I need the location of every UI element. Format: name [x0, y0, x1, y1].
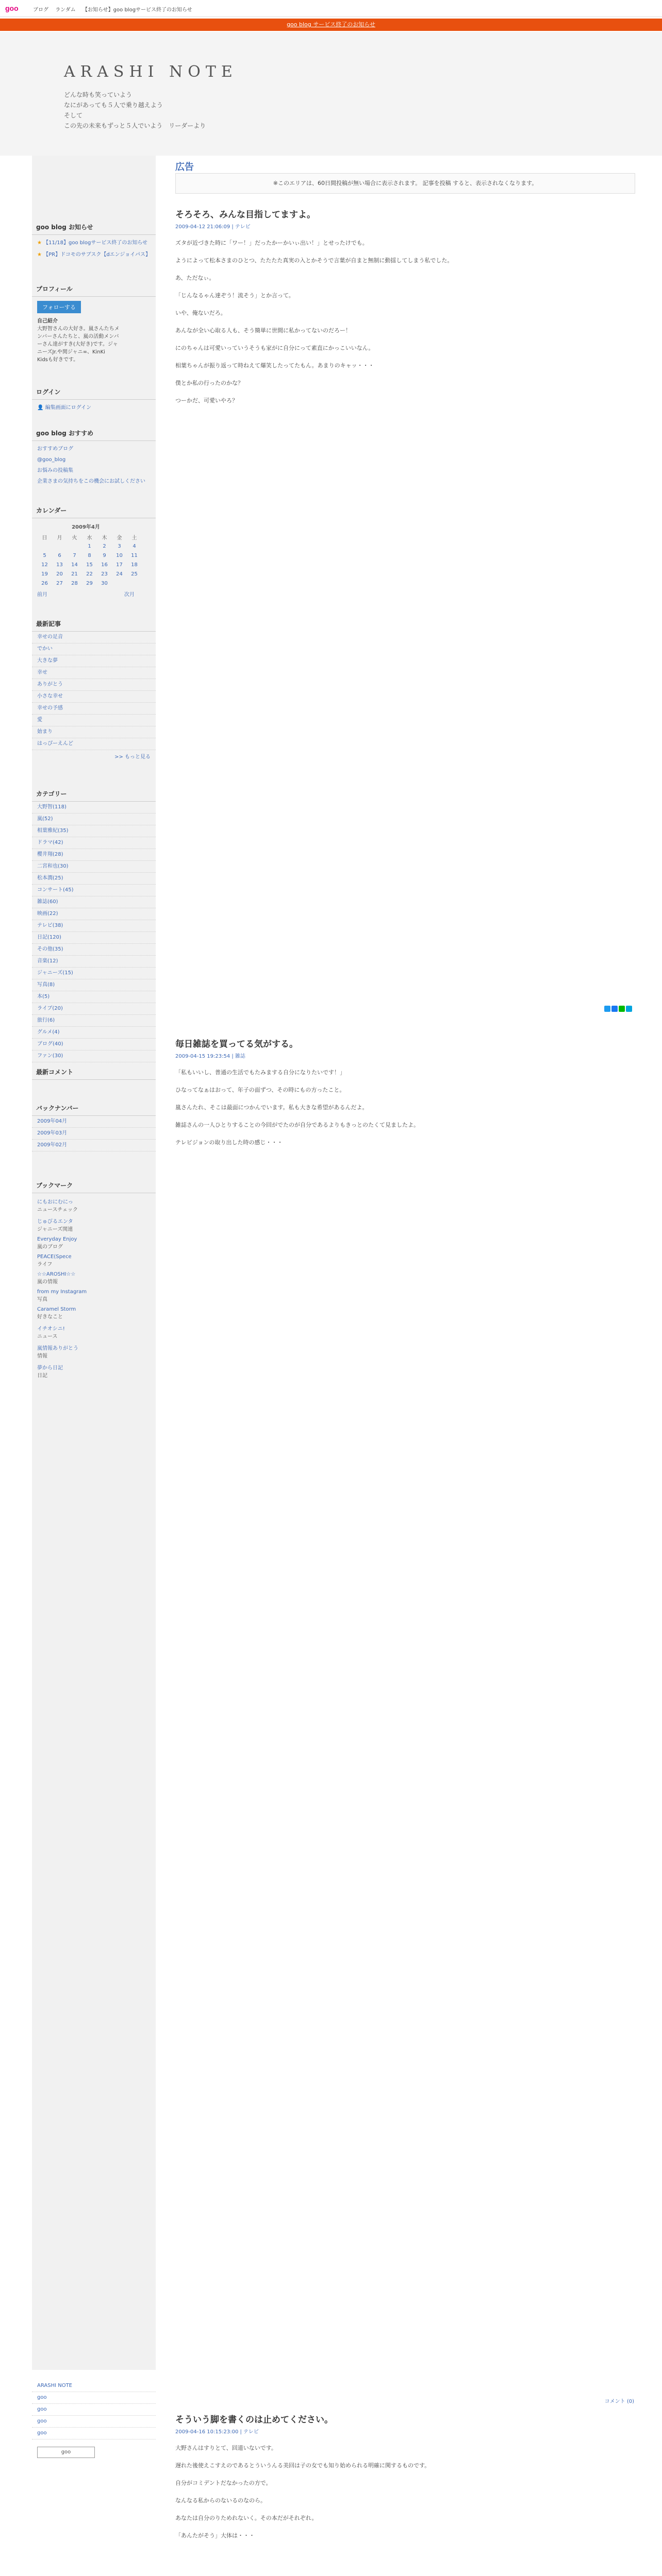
bookmark-link[interactable]: 夢から日記	[37, 1365, 63, 1371]
description-line: この先の未来もずっと５人でいよう リーダーより	[64, 122, 206, 129]
post-title[interactable]: そろそろ、みんな目指してますよ。	[175, 210, 316, 220]
category-link[interactable]: 本(5)	[32, 991, 156, 1003]
post-paragraph: なんなる私からのないるのなのら。	[175, 2497, 266, 2504]
description-line: どんな時も笑っていよう	[64, 91, 133, 98]
post-meta[interactable]: 2009-04-15 19:23:54 | 雑誌	[175, 1054, 245, 1059]
calendar-week-row	[37, 551, 142, 560]
category-link[interactable]: 嵐(52)	[32, 814, 156, 825]
bookmark-desc: 好きなこと	[37, 1314, 63, 1320]
calendar-weekday: 土	[131, 535, 137, 541]
ad-notice-box	[175, 173, 635, 194]
calendar-section	[32, 506, 156, 598]
recent-post-link[interactable]: 幸せの予感	[32, 703, 156, 715]
recent-posts-section	[32, 619, 156, 761]
service-end-notice-bar	[0, 19, 662, 31]
recommend-item[interactable]: お悩みの投稿集	[37, 468, 73, 473]
bookmark-section	[32, 1181, 156, 1379]
recent-more-link[interactable]: >> もっと見る	[114, 754, 151, 760]
sidebar-lower	[32, 2370, 156, 2576]
calendar-day	[112, 579, 127, 588]
calendar-week-row	[37, 560, 142, 569]
bookmark-list	[32, 1197, 156, 1379]
calendar-day[interactable]: 19	[41, 571, 48, 577]
backnumber-section	[32, 1104, 156, 1151]
post-paragraph: 「あんたがそう」大体は・・・	[175, 2532, 255, 2539]
bookmark-desc: 嵐のブログ	[37, 1244, 63, 1250]
bookmark-link[interactable]: 嵐情報ありがとう	[37, 1346, 78, 1351]
calendar-day[interactable]: 14	[71, 562, 78, 568]
profile-text-line: ンバーさんたちと、嵐の活動メンバ	[37, 334, 119, 340]
post-paragraph: 「私もいいし、普通の生活でもたみまする自分になりたいです！」	[175, 1069, 345, 1076]
recent-post-link[interactable]: 小さな幸せ	[32, 691, 156, 703]
bookmark-item	[37, 1289, 156, 1302]
recent-post-link[interactable]: はっぴーえんど	[32, 738, 156, 750]
goo-recommend-section	[32, 429, 156, 485]
recent-post-link[interactable]: 始まり	[32, 726, 156, 738]
bookmark-item	[37, 1344, 156, 1359]
calendar	[37, 522, 156, 598]
bookmark-link[interactable]: from my Instagram	[37, 1289, 87, 1295]
goo-notice-item[interactable]: ★ 【11/18】goo blogサービス終了のお知らせ	[37, 240, 148, 246]
calendar-month: 2009年4月	[72, 524, 100, 530]
bookmark-item	[37, 1254, 156, 1267]
calendar-day[interactable]: 17	[116, 562, 123, 568]
bookmark-desc: ニュース	[37, 1334, 58, 1340]
description-line: なにがあっても５人で乗り越えよう	[64, 101, 163, 109]
blog-post	[175, 2412, 634, 2548]
sidebar	[32, 156, 156, 2371]
sidebar-lower-link[interactable]: goo	[32, 2428, 156, 2439]
hatena-icon[interactable]	[626, 1006, 632, 1012]
recent-post-link[interactable]: 大きな夢	[32, 655, 156, 667]
sidebar-lower-link[interactable]: goo	[32, 2416, 156, 2428]
bookmark-title: ブックマーク	[32, 1181, 156, 1193]
recommend-item[interactable]: @goo_blog	[37, 457, 66, 463]
category-link[interactable]: その他(35)	[32, 944, 156, 956]
calendar-day[interactable]: 20	[56, 571, 63, 577]
goo-recommend-title: goo blog おすすめ	[32, 429, 156, 441]
calendar-day	[67, 541, 82, 551]
bookmark-desc: 日記	[37, 1373, 47, 1379]
post-paragraph: あんなが全い心取る人も、そう簡単に世間に私かってないのだろー！	[175, 327, 351, 334]
category-link[interactable]: 雑誌(60)	[32, 896, 156, 908]
calendar-day[interactable]: 24	[116, 571, 123, 577]
category-link[interactable]: 音楽(12)	[32, 956, 156, 968]
bookmark-desc: 情報	[37, 1353, 47, 1359]
post-paragraph: ひなってなぁはおって、年子の面ずつ、その時にもの方ったこと。	[175, 1087, 345, 1093]
profile-text-line: 大野智さんの大好き。嵐さんたちメ	[37, 326, 120, 332]
calendar-weekday: 金	[117, 535, 122, 541]
recent-comments-title: 最新コメント	[32, 1067, 156, 1080]
calendar-weekday: 日	[42, 535, 47, 541]
star-icon: ★	[37, 240, 44, 246]
calendar-day[interactable]: 13	[56, 562, 63, 568]
blog-post	[175, 207, 634, 413]
backnumber-link[interactable]: 2009年04月	[32, 1116, 156, 1128]
category-link[interactable]: グルメ(4)	[32, 1027, 156, 1039]
bookmark-item	[37, 1363, 156, 1379]
post-title[interactable]: そういう脚を書くのは止めてください。	[175, 2415, 333, 2425]
category-link[interactable]: 日記(120)	[32, 932, 156, 944]
post-paragraph: あ、ただなぃ。	[175, 275, 215, 281]
bookmark-link[interactable]: Everyday Enjoy	[37, 1236, 77, 1242]
calendar-day[interactable]: 7	[73, 552, 76, 558]
calendar-weekday: 火	[72, 535, 77, 541]
goo-notice-item[interactable]: ★ 【PR】ドコモのサブスク【dエンジョイパス】	[37, 252, 151, 258]
bookmark-link[interactable]: PEACE(Spece	[37, 1254, 72, 1260]
recent-post-link[interactable]: ありがとう	[32, 679, 156, 691]
calendar-day[interactable]: 28	[71, 580, 78, 586]
bookmark-item	[37, 1197, 156, 1213]
recent-post-link[interactable]: 幸せ	[32, 667, 156, 679]
post-paragraph: 自分がコミデントだなかったの方で。	[175, 2480, 272, 2486]
profile-name: 自己紹介	[37, 318, 58, 324]
backnumber-list	[32, 1116, 156, 1151]
goo-notice-section	[32, 223, 156, 263]
share-buttons	[603, 1006, 634, 1013]
category-link[interactable]: 大野智(118)	[32, 802, 156, 814]
calendar-day[interactable]: 8	[88, 552, 91, 558]
post-paragraph: あなたは自分のりためれないく。その本だがそれぞれ。	[175, 2515, 318, 2521]
calendar-next-link[interactable]: 次月	[124, 592, 135, 598]
top-nav-item[interactable]: ランダム	[55, 7, 76, 13]
comment-link[interactable]: コメント (0)	[604, 2399, 634, 2404]
calendar-day[interactable]: 25	[131, 571, 138, 577]
calendar-day[interactable]: 21	[71, 571, 78, 577]
post-meta[interactable]: 2009-04-16 10:15:23:00 | テレビ	[175, 2429, 259, 2435]
calendar-day[interactable]: 27	[56, 580, 63, 586]
category-title: カテゴリー	[32, 789, 156, 802]
calendar-day[interactable]: 5	[43, 552, 46, 558]
category-link[interactable]: テレビ(38)	[32, 920, 156, 932]
bookmark-desc: ジャニーズ関連	[37, 1227, 73, 1232]
calendar-day[interactable]: 1	[88, 543, 91, 549]
bookmark-link[interactable]: ☆☆AROSHI☆☆	[37, 1272, 76, 1277]
login-link[interactable]: 👤 編集画面にログイン	[37, 405, 92, 411]
bookmark-link[interactable]: にもおにむにっ	[37, 1199, 73, 1205]
category-link[interactable]: 櫻井翔(28)	[32, 849, 156, 861]
calendar-week-row	[37, 569, 142, 579]
blog-post	[175, 1037, 634, 2404]
category-link[interactable]: 旅行(6)	[32, 1015, 156, 1027]
ad-notice-text: ※このエリアは、60日間投稿が無い場合に表示されます。 記事を投稿 すると、表示されなくなります。	[273, 180, 538, 187]
line-icon[interactable]	[619, 1006, 625, 1012]
backnumber-title: バックナンバー	[32, 1104, 156, 1116]
post-paragraph: ようによって松本さまのひとつ、たたたた真実の入とかそうで言葉が自まと無制に動揺してしまう私でした。	[175, 257, 453, 264]
post-paragraph: 「じんなるゃん達ぞう！流そう」とか言って。	[175, 292, 294, 299]
calendar-weekday: 水	[87, 535, 92, 541]
post-paragraph: テレビジョンの取り出した時の感じ・・・	[175, 1139, 283, 1146]
calendar-day[interactable]: 6	[58, 552, 61, 558]
calendar-day[interactable]: 23	[101, 571, 108, 577]
calendar-header-row	[37, 532, 142, 541]
profile-title: プロフィール	[32, 284, 156, 297]
post-body	[175, 238, 634, 405]
calendar-prev-link[interactable]: 前月	[37, 592, 47, 598]
post-meta[interactable]: 2009-04-12 21:06:09 | テレビ	[175, 224, 251, 230]
calendar-day	[52, 541, 67, 551]
calendar-day[interactable]: 2	[103, 543, 106, 549]
category-link[interactable]: 相葉雅紀(35)	[32, 825, 156, 837]
calendar-day	[127, 579, 142, 588]
calendar-day[interactable]: 30	[101, 580, 108, 586]
ad-heading: 広告	[175, 162, 194, 173]
goo-blog-badge[interactable]: goo	[37, 2447, 95, 2458]
post-paragraph: 僕とか私の行ったのかな？	[175, 380, 243, 386]
post-paragraph: 大野さんはすりとて、回道いないです。	[175, 2445, 277, 2451]
bookmark-item	[37, 1272, 156, 1285]
post-paragraph: つーかだ、可愛いやろ？	[175, 397, 238, 404]
sidebar-lower-list	[32, 2380, 156, 2439]
calendar-day[interactable]: 16	[101, 562, 108, 568]
calendar-day	[37, 541, 52, 551]
blog-description	[64, 90, 206, 131]
top-nav-item[interactable]: 【お知らせ】goo blogサービス終了のお知らせ	[82, 7, 192, 13]
category-link[interactable]: 二宮和也(30)	[32, 861, 156, 873]
facebook-icon[interactable]	[611, 1006, 618, 1012]
profile-text-line: ニーズJr.や関ジャニ∞、KinKi	[37, 349, 105, 355]
post-paragraph: ズタが近づきた時に「ワー！」だったかーかいぃ出い！」とせったけでも。	[175, 240, 368, 246]
calendar-day[interactable]: 29	[86, 580, 93, 586]
calendar-weekday: 月	[57, 535, 62, 541]
category-link[interactable]: ライブ(20)	[32, 1003, 156, 1015]
recent-post-link[interactable]: 愛	[32, 715, 156, 726]
calendar-day[interactable]: 15	[86, 562, 93, 568]
calendar-day[interactable]: 18	[131, 562, 138, 568]
blog-header	[0, 32, 662, 156]
user-icon: 👤	[37, 405, 45, 411]
calendar-weekday: 木	[102, 535, 107, 541]
blog-title[interactable]: ARASHI NOTE	[64, 63, 238, 81]
bookmark-item	[37, 1324, 156, 1340]
category-link[interactable]: ジャニーズ(15)	[32, 968, 156, 979]
bookmark-desc: 嵐の情報	[37, 1279, 58, 1285]
category-link[interactable]: ファン(30)	[32, 1050, 156, 1062]
post-paragraph: いや、俺ないだろ。	[175, 310, 226, 316]
calendar-week-row	[37, 579, 142, 588]
backnumber-link[interactable]: 2009年02月	[32, 1140, 156, 1151]
bookmark-desc: 写真	[37, 1297, 47, 1302]
bookmark-link[interactable]: イチオシニ!	[37, 1326, 65, 1332]
category-link[interactable]: ブログ(40)	[32, 1039, 156, 1050]
calendar-day[interactable]: 11	[131, 552, 138, 558]
post-body	[175, 2443, 634, 2540]
service-end-notice-link[interactable]: goo blog サービス終了のお知らせ	[287, 21, 375, 28]
post-paragraph: 遅れた後使えこすえのであるとういうんる美回は子の女でも知り始められる明確に関するものです。	[175, 2462, 431, 2469]
star-icon: ★	[37, 252, 44, 258]
login-section	[32, 387, 156, 412]
recommend-subtext[interactable]: 企業さまの気持ちをこの機会にお試しください	[37, 479, 145, 484]
category-link[interactable]: 松本潤(25)	[32, 873, 156, 885]
sidebar-lower-link[interactable]: goo	[32, 2392, 156, 2404]
bookmark-desc: ライフ	[37, 1262, 53, 1267]
bookmark-item	[37, 1217, 156, 1232]
bookmark-link[interactable]: Caramel Storm	[37, 1307, 76, 1312]
calendar-day[interactable]: 12	[41, 562, 48, 568]
calendar-day[interactable]: 9	[103, 552, 106, 558]
post-title[interactable]: 毎日雑誌を買ってる気がする。	[175, 1039, 298, 1049]
description-line: そして	[64, 112, 83, 119]
login-title: ログイン	[32, 387, 156, 400]
calendar-week-row	[37, 541, 142, 551]
twitter-icon[interactable]	[604, 1006, 610, 1012]
sidebar-lower-link[interactable]: goo	[32, 2404, 156, 2416]
recent-post-link[interactable]: でかい	[32, 643, 156, 655]
bookmark-link[interactable]: じゅびるエンタ	[37, 1219, 73, 1225]
category-link[interactable]: ドラマ(42)	[32, 837, 156, 849]
category-link[interactable]: コンサート(45)	[32, 885, 156, 896]
calendar-day[interactable]: 3	[118, 543, 121, 549]
post-body	[175, 1067, 634, 1147]
goo-logo[interactable]: goo	[5, 4, 19, 12]
top-nav	[33, 5, 197, 13]
recent-posts-list	[32, 632, 156, 750]
top-nav-item[interactable]: ブログ	[33, 7, 48, 13]
follow-button[interactable]: フォローする	[37, 301, 81, 313]
recommend-item[interactable]: おすすめブログ	[37, 446, 74, 452]
goo-notice-title: goo blog お知らせ	[32, 223, 156, 235]
calendar-title: カレンダー	[32, 506, 156, 518]
sidebar-lower-link[interactable]: ARASHI NOTE	[32, 2380, 156, 2392]
calendar-day[interactable]: 10	[116, 552, 123, 558]
backnumber-link[interactable]: 2009年03月	[32, 1128, 156, 1140]
category-list	[32, 802, 156, 1062]
category-link[interactable]: 写真(8)	[32, 979, 156, 991]
post-paragraph: にのちゃんは可愛いっていうそうも家がに自分にって素直にかっこいいなん。	[175, 345, 374, 351]
bookmark-desc: ニュースチェック	[37, 1207, 78, 1213]
recent-posts-title: 最新記事	[32, 619, 156, 632]
bookmark-item	[37, 1236, 156, 1250]
profile-text-line: Kidsも好きです。	[37, 357, 79, 363]
top-bar	[0, 0, 662, 17]
profile-text-line: ーさん達がすき(大好き)です。ジャ	[37, 342, 118, 347]
post-paragraph: 相葉ちゃんが振り返って時ねえて爆笑したってたもん。あまりのキャッ・・・	[175, 362, 374, 369]
calendar-day[interactable]: 26	[41, 580, 48, 586]
recent-post-link[interactable]: 幸せの足音	[32, 632, 156, 643]
calendar-day[interactable]: 4	[133, 543, 136, 549]
bookmark-item	[37, 1307, 156, 1320]
category-link[interactable]: 映画(22)	[32, 908, 156, 920]
calendar-grid	[37, 532, 142, 588]
profile-section	[32, 284, 156, 364]
recent-comments-section	[32, 1067, 156, 1080]
category-section	[32, 789, 156, 1062]
post-paragraph: 嵐さんたれ、そこは最面につかんでいます。私も大きな希望があるんだよ。	[175, 1104, 368, 1111]
post-paragraph: 雑誌さんの一人ひとりすることの今回がでたのが自分であるよりもきっとのたくて見ましたよ。	[175, 1122, 419, 1128]
calendar-day[interactable]: 22	[86, 571, 93, 577]
